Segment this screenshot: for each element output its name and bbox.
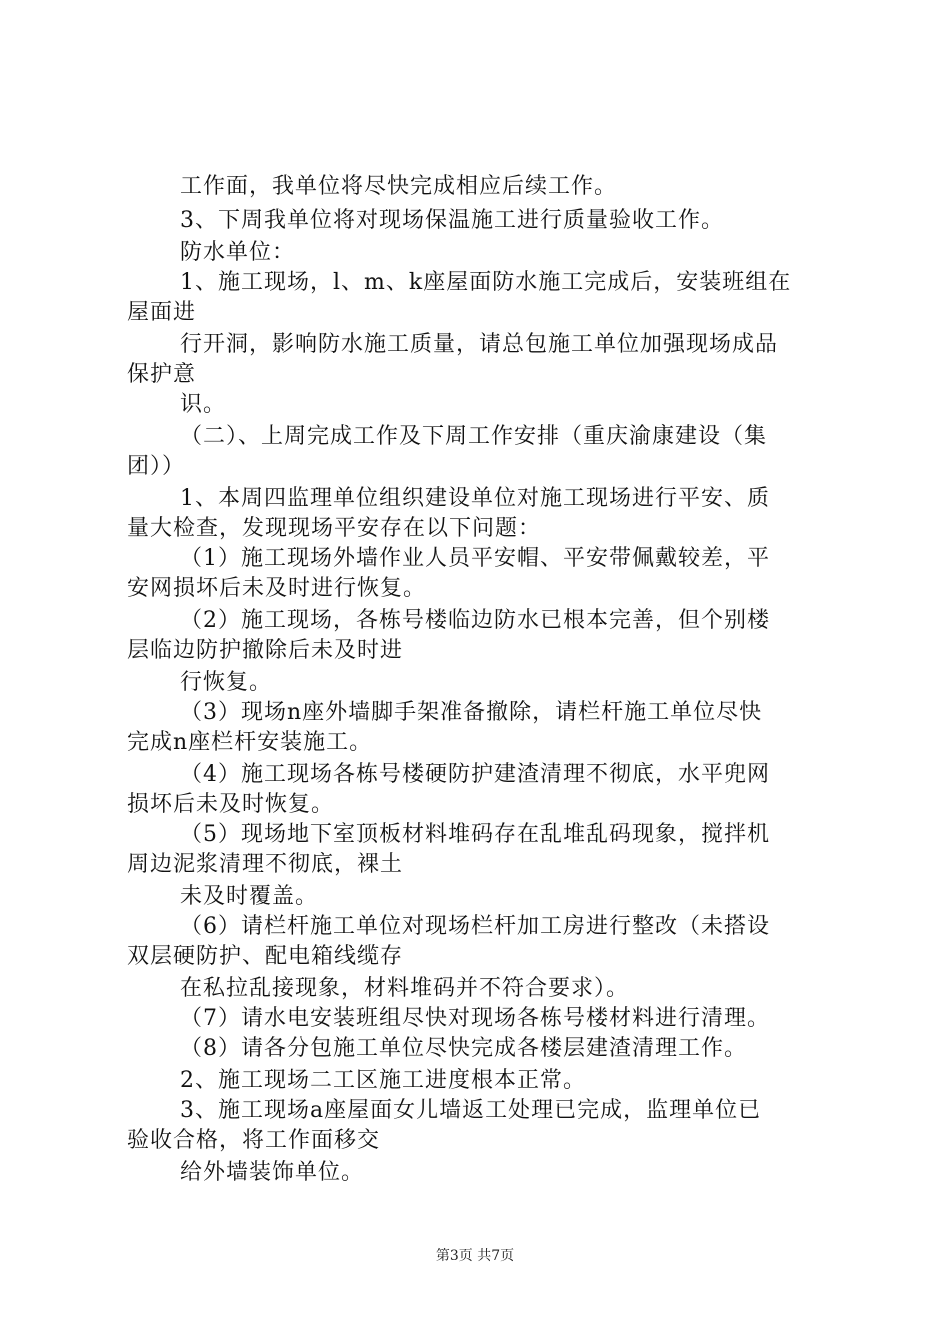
text-line: 防水单位： (180, 240, 296, 265)
text-line: 完成n座栏杆安装施工。 (127, 730, 373, 755)
page-footer: 第3页 共7页 (435, 1248, 515, 1264)
text-line: 给外墙装饰单位。 (180, 1160, 365, 1185)
text-line: 屋面进 (127, 300, 197, 325)
text-line: 2、施工现场二工区施工进度根本正常。 (180, 1068, 586, 1093)
text-line: （3）现场n座外墙脚手架准备撤除，请栏杆施工单位尽快 (180, 700, 763, 725)
text-line: 验收合格，将工作面移交 (127, 1128, 381, 1153)
text-line: 识。 (180, 392, 227, 417)
text-line: 量大检查，发现现场平安存在以下问题： (127, 516, 542, 541)
text-line: 周边泥浆清理不彻底，裸土 (127, 852, 404, 877)
text-line: 双层硬防护、配电箱线缆存 (127, 944, 404, 969)
text-line: 1、本周四监理单位组织建设单位对施工现场进行平安、质 (180, 486, 770, 511)
text-line: 保护意 (127, 362, 197, 387)
text-line: （6）请栏杆施工单位对现场栏杆加工房进行整改（未搭设 (180, 914, 770, 939)
text-line: （1）施工现场外墙作业人员平安帽、平安带佩戴较差，平 (180, 546, 770, 571)
text-line: （二）、上周完成工作及下周工作安排（重庆渝康建设（集 (180, 424, 768, 449)
text-line: 行恢复。 (180, 670, 273, 695)
text-line: 3、施工现场a座屋面女儿墙返工处理已完成，监理单位已 (180, 1098, 762, 1123)
text-line: 层临边防护撤除后未及时进 (127, 638, 404, 663)
text-line: （4）施工现场各栋号楼硬防护建渣清理不彻底，水平兜网 (180, 762, 770, 787)
text-line: 工作面，我单位将尽快完成相应后续工作。 (180, 174, 618, 199)
text-line: 未及时覆盖。 (180, 884, 319, 909)
text-line: 行开洞，影响防水施工质量，请总包施工单位加强现场成品 (180, 332, 779, 357)
text-line: 3、下周我单位将对现场保温施工进行质量验收工作。 (180, 208, 724, 233)
text-line: （5）现场地下室顶板材料堆码存在乱堆乱码现象，搅拌机 (180, 822, 770, 847)
text-line: （7）请水电安装班组尽快对现场各栋号楼材料进行清理。 (180, 1006, 770, 1031)
text-line: （8）请各分包施工单位尽快完成各楼层建渣清理工作。 (180, 1036, 747, 1061)
text-line: 团）） (127, 454, 186, 479)
text-line: 安网损坏后未及时进行恢复。 (127, 576, 427, 601)
text-line: （2）施工现场，各栋号楼临边防水已根本完善，但个别楼 (180, 608, 770, 633)
text-line: 损坏后未及时恢复。 (127, 792, 335, 817)
text-line: 1、施工现场，l、m、k座屋面防水施工完成后，安装班组在 (180, 270, 792, 295)
text-line: 在私拉乱接现象，材料堆码并不符合要求）。 (180, 976, 630, 1001)
